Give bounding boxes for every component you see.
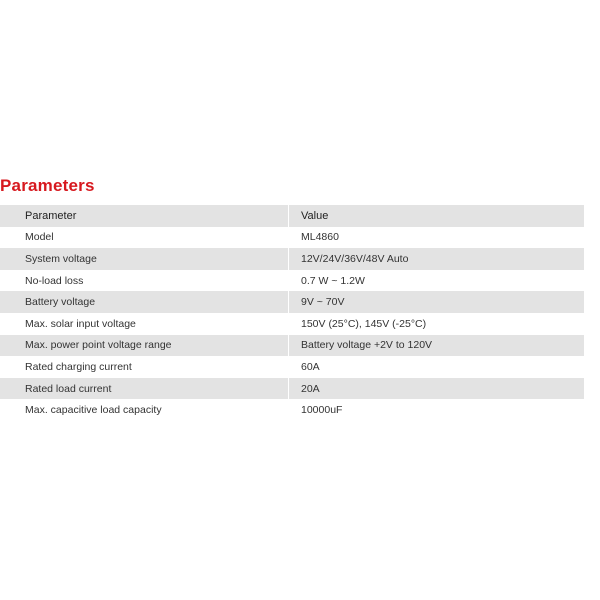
value-cell: 10000uF <box>301 404 343 417</box>
parameter-cell: Max. power point voltage range <box>0 335 289 357</box>
parameter-cell: Model <box>0 227 289 249</box>
value-cell: 0.7 W ~ 1.2W <box>301 274 365 287</box>
value-cell: ML4860 <box>301 231 339 244</box>
parameter-cell: Max. capacitive load capacity <box>0 399 289 421</box>
table-row <box>0 270 584 292</box>
table-row <box>0 291 584 313</box>
section-heading: Parameters <box>0 176 95 195</box>
value-cell: 150V (25°C), 145V (-25°C) <box>301 317 427 330</box>
column-header-value: Value <box>289 205 585 227</box>
parameter-cell: Rated load current <box>0 378 289 400</box>
table-row <box>0 313 584 335</box>
parameter-cell: Battery voltage <box>0 291 289 313</box>
table-row <box>0 335 584 357</box>
table-row <box>0 378 584 400</box>
parameter-cell: System voltage <box>0 248 289 270</box>
table-row <box>0 356 584 378</box>
table-row <box>0 227 584 249</box>
value-cell: 12V/24V/36V/48V Auto <box>289 248 585 270</box>
parameter-cell: Max. solar input voltage <box>0 313 289 335</box>
value-cell: 60A <box>301 360 320 373</box>
value-cell: 20A <box>289 378 585 400</box>
parameters-table <box>0 205 584 421</box>
parameter-cell: No-load loss <box>0 270 289 292</box>
table-row <box>0 248 584 270</box>
column-header-parameter: Parameter <box>0 205 289 227</box>
value-cell: 9V ~ 70V <box>289 291 585 313</box>
table-row <box>0 399 584 421</box>
value-cell: Battery voltage +2V to 120V <box>289 335 585 357</box>
table-header-row <box>0 205 584 227</box>
parameter-cell: Rated charging current <box>0 356 289 378</box>
